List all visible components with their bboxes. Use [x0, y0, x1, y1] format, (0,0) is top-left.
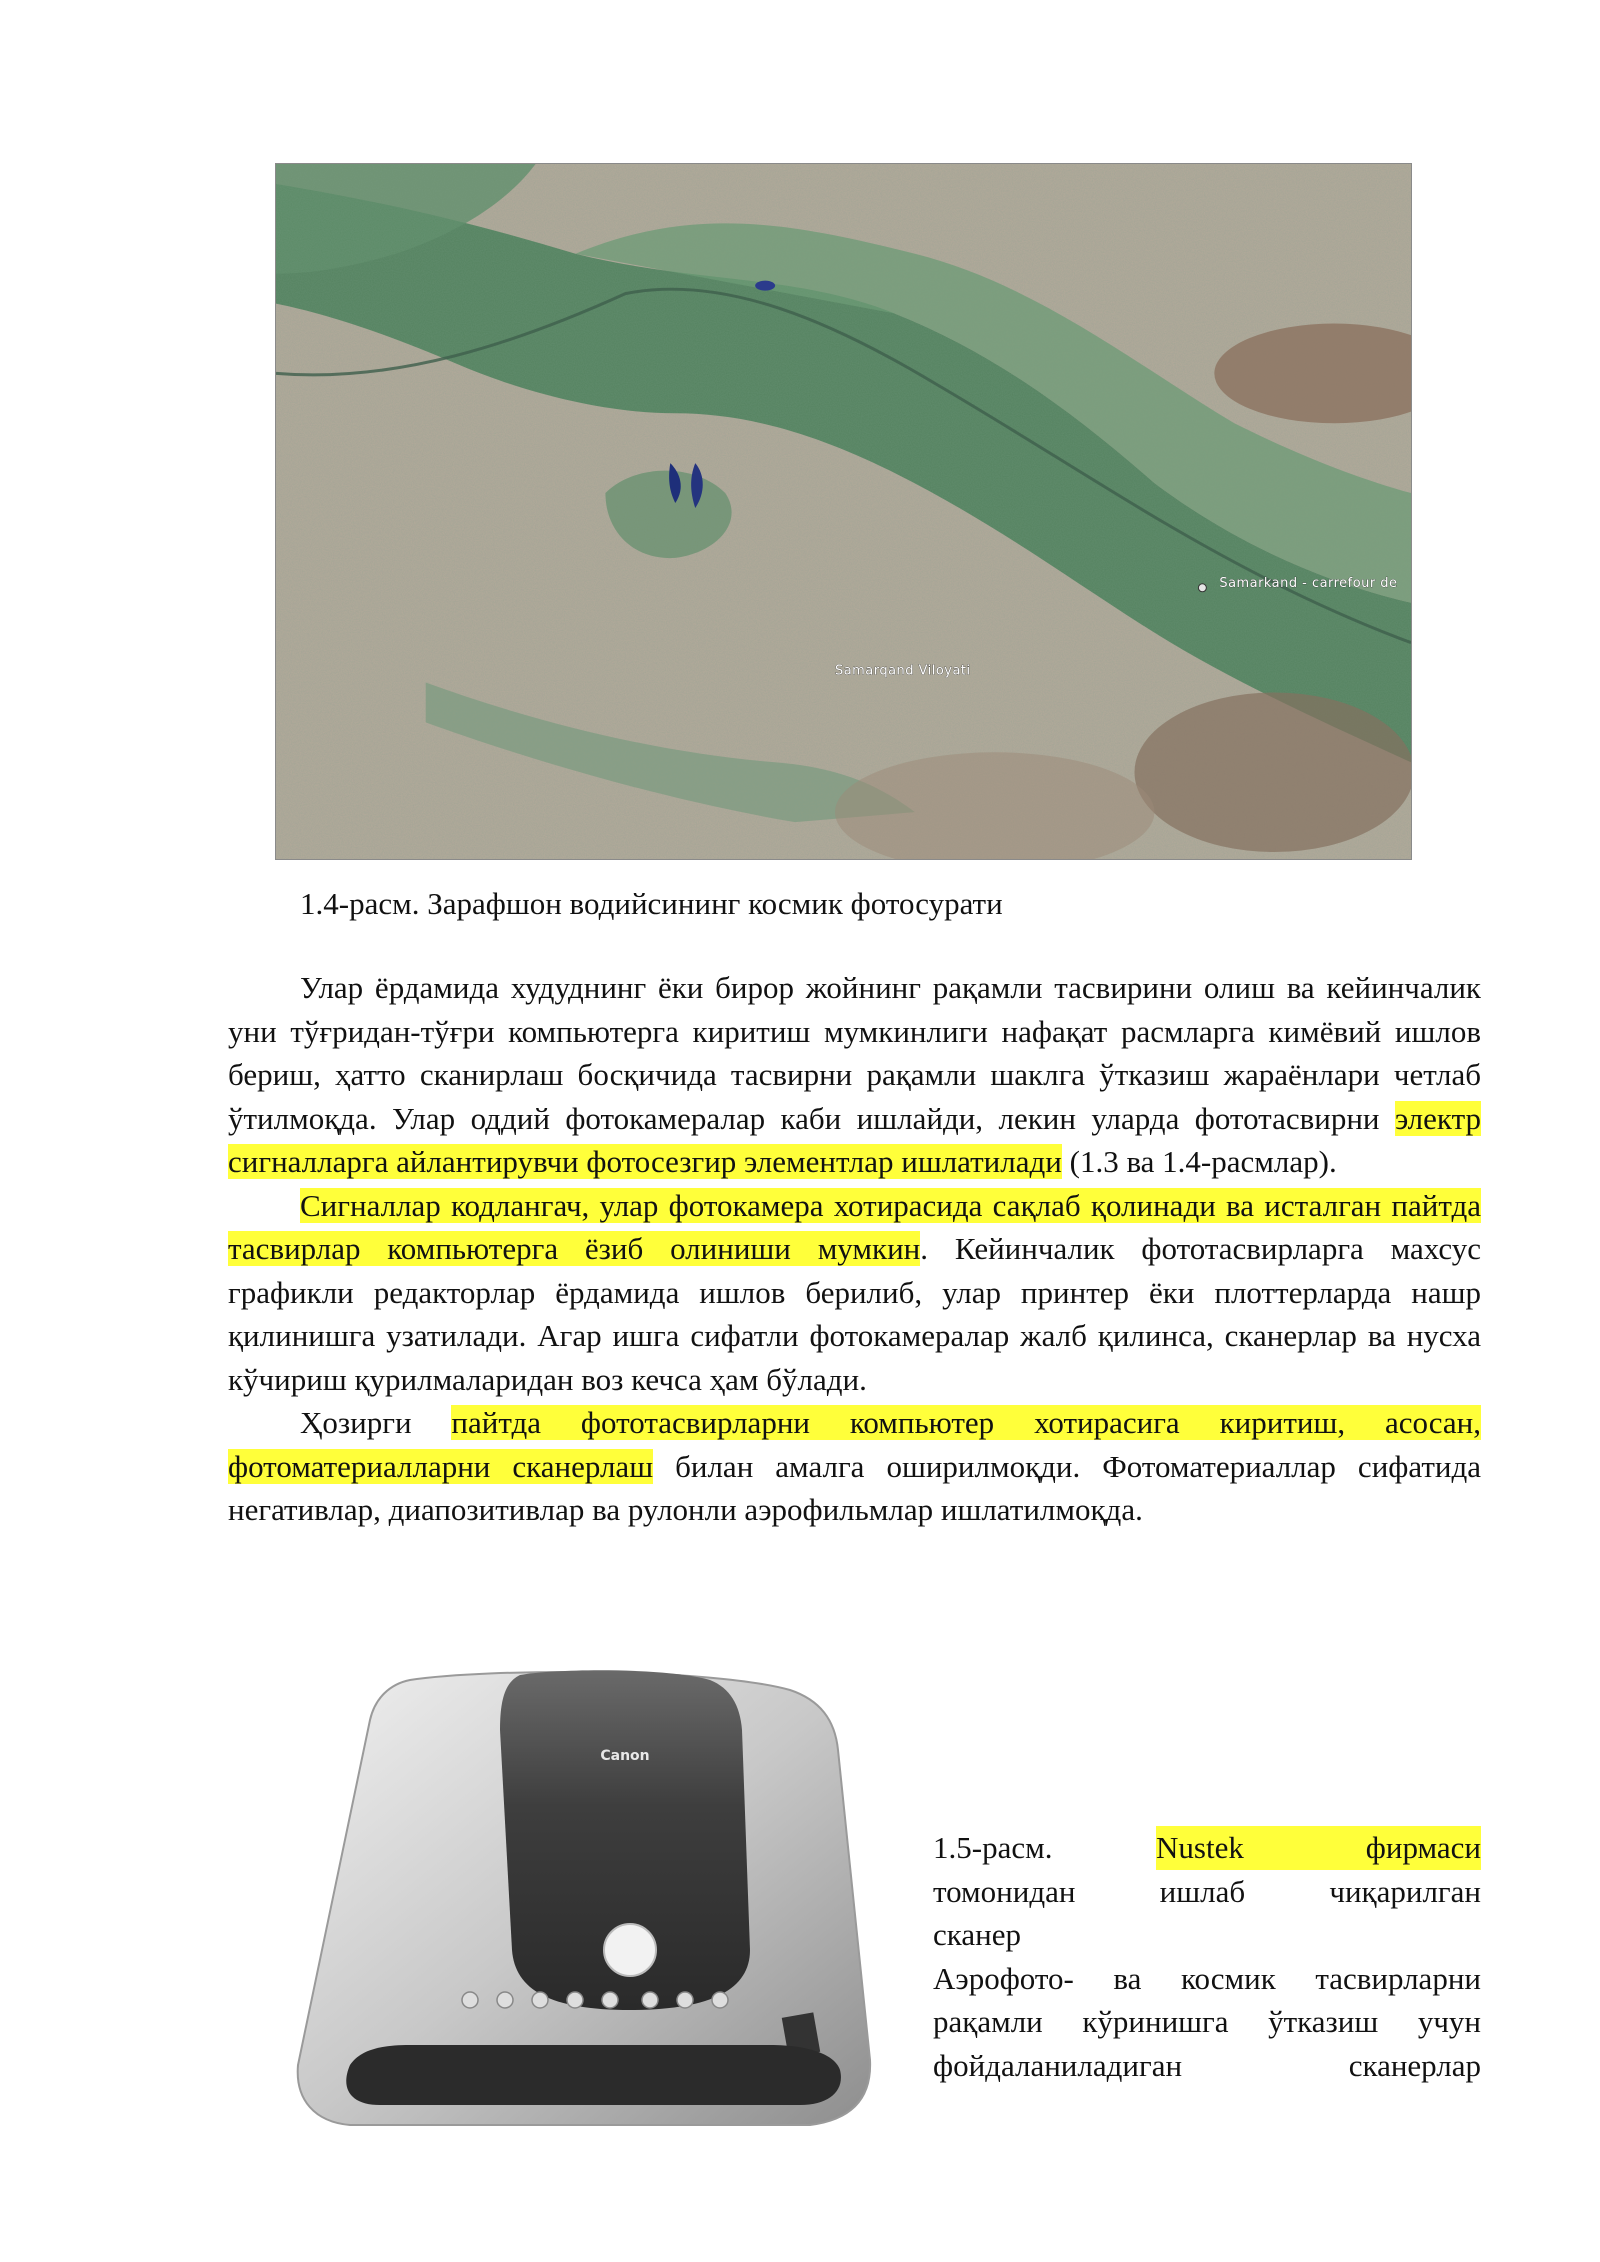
- text-line-2: рақамли кўринишга ўтказиш учун: [933, 2004, 1481, 2039]
- paragraph-1: Улар ёрдамида худуднинг ёки бирор жойнинг рақамли тасвирини олиш ва кейинчалик уни тўғридан-тўғри компьютерга киритиш мумкинлиги нафақат расмларга кимёвий ишлов бериш, ҳатто сканирлаш босқичида тасвирни рақамли шаклга ўтказиш жараёнлари четлаб ўтилмоқда. Улар оддий фотокамералар каби ишлайди, лекин уларда фототасвирни электр сигналларга айлантирувчи фотосезгир элементлар ишлатилади (1.3 ва 1.4-расмлар).: [228, 970, 1481, 1179]
- highlight: пайтда фототасвирларни компьютер хотирасига киритиш, асосан, фотоматериалларни сканерлаш: [228, 1405, 1481, 1484]
- caption-line-2: томонидан ишлаб чиқарилган: [933, 1873, 1481, 1909]
- map-label-viloyati: Samarqand Viloyati: [835, 663, 971, 679]
- text-line-3: фойдаланиладиган сканерлар: [933, 2047, 1481, 2083]
- caption-number: 1.5-расм.: [933, 1830, 1053, 1865]
- brand-logo: Canon: [600, 1748, 650, 1764]
- paragraph-3: Ҳозирги пайтда фототасвирларни компьютер хотирасига киритиш, асосан, фотоматериалларни сканерлаш билан амалга оширилмоқди. Фотоматериаллар сифатида негативлар, диапозитивлар ва рулонли аэрофильмлар ишлатилмоқда.: [228, 1405, 1481, 1527]
- figure-caption: 1.4-расм. Зарафшон водийсининг космик фотосурати: [300, 886, 1003, 921]
- map-label-samarkand: Samarkand - carrefour de: [1219, 575, 1398, 591]
- satellite-photo: [276, 164, 1411, 859]
- highlight: электр сигналларга айлантирувчи фотосезгир элементлар ишлатилади: [228, 1100, 1481, 1179]
- paragraph-2: Сигналлар кодлангач, улар фотокамера хотирасида сақлаб қолинади ва исталган пайтда тасвирлар компьютерга ёзиб олиниши мумкин. Кейинчалик фототасвирларга махсус графикли редакторлар ёрдамида ишлов берилиб, улар принтер ёки плоттерларда нашр қилинишга узатилади. Агар ишга сифатли фотокамералар жалб қилинса, сканерлар ва нусха кўчириш қурилмаларидан воз кечса ҳам бўлади.: [228, 1187, 1481, 1397]
- text-line-1: Аэрофото- ва космик тасвирларни: [933, 1960, 1481, 1996]
- satellite-image: [275, 163, 1412, 860]
- scanner-illustration: [290, 1660, 900, 2130]
- scanner-caption: [933, 1826, 1481, 2087]
- caption-line-3: сканер: [933, 1917, 1021, 1952]
- caption-highlight: Nustek фирмаси: [1156, 1826, 1481, 1870]
- highlight: Сигналлар кодлангач, улар фотокамера хотирасида сақлаб қолинади ва исталган пайтда тасвирлар компьютерга ёзиб олиниши мумкин: [228, 1187, 1481, 1266]
- body-text: [228, 966, 1481, 1532]
- scanner-image: [290, 1660, 900, 2130]
